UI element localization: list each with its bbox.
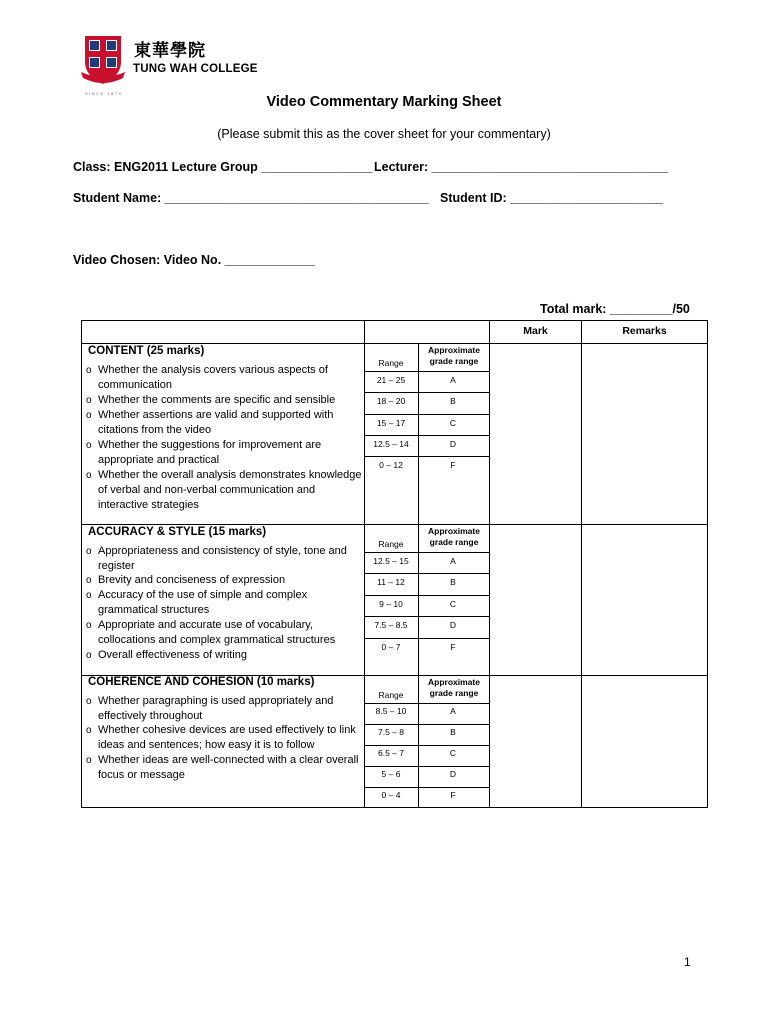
criterion-item: o Appropriate and accurate use of vocabulary, collocations and complex grammatical structures: [86, 619, 336, 646]
page-title: Video Commentary Marking Sheet: [266, 94, 502, 110]
range-cell: 15 – 17: [376, 418, 406, 428]
range-cell: 7.5 – 8.5: [374, 620, 408, 630]
grade-cell: A: [450, 706, 456, 716]
range-cell: 0 – 12: [379, 460, 403, 470]
college-name-chinese: 東華學院: [134, 41, 206, 61]
section-title-coherence-cohesion: COHERENCE AND COHESION (10 marks): [88, 676, 315, 688]
grade-cell: B: [450, 577, 456, 587]
range-cell: 0 – 4: [381, 790, 401, 800]
criterion-item: o Accuracy of the use of simple and complex grammatical structures: [86, 589, 308, 616]
grade-cell: D: [449, 439, 457, 449]
range-cell: 6.5 – 7: [378, 748, 404, 758]
criterion-item: o Whether assertions are valid and supported with citations from the video: [86, 409, 334, 436]
college-logo: [79, 34, 264, 96]
page-number: 1: [684, 955, 691, 969]
remarks-column-header: Remarks: [622, 325, 667, 337]
grade-range-header: Approximate grade range: [428, 677, 480, 698]
marking-table: [81, 320, 708, 808]
page-subtitle: (Please submit this as the cover sheet for your commentary): [217, 127, 551, 141]
total-mark-field[interactable]: Total mark: _________/50: [540, 302, 690, 316]
range-cell: 7.5 – 8: [378, 727, 404, 737]
criterion-item: o Overall effectiveness of writing: [86, 649, 247, 661]
criterion-item: o Appropriateness and consistency of style, tone and register: [86, 545, 347, 572]
student-id-field[interactable]: Student ID: ______________________: [440, 191, 664, 205]
grade-cell: C: [449, 748, 457, 758]
crest-icon: [79, 34, 127, 86]
criterion-item: o Whether the suggestions for improvement are appropriate and practical: [86, 439, 322, 466]
criterion-item: o Whether cohesive devices are used effectively to link ideas and sentences; how easy it is to follow: [86, 724, 356, 751]
grade-range-header: Approximate grade range: [428, 345, 480, 366]
range-cell: 21 – 25: [376, 375, 406, 385]
student-name-field[interactable]: Student Name: ______________________________________: [73, 191, 429, 205]
grade-cell: D: [449, 769, 457, 779]
range-cell: 12.5 – 15: [373, 556, 409, 566]
range-cell: 12.5 – 14: [373, 439, 409, 449]
college-since: SINCE 1870: [85, 91, 123, 96]
range-header: Range: [378, 539, 404, 549]
criterion-item: o Whether the analysis covers various aspects of communication: [86, 364, 328, 391]
grade-cell: B: [450, 396, 456, 406]
grade-cell: B: [450, 727, 456, 737]
range-header: Range: [378, 690, 404, 700]
class-field[interactable]: Class: ENG2011 Lecture Group ________________: [73, 160, 373, 174]
range-header: Range: [378, 358, 404, 368]
criterion-item: o Brevity and conciseness of expression: [86, 574, 286, 586]
grade-cell: F: [450, 790, 456, 800]
grade-cell: C: [449, 418, 457, 428]
range-cell: 8.5 – 10: [375, 706, 407, 716]
range-cell: 0 – 7: [381, 642, 401, 652]
grade-cell: F: [450, 460, 456, 470]
criterion-item: o Whether the comments are specific and sensible: [86, 394, 336, 406]
criterion-item: o Whether paragraphing is used appropriately and effectively throughout: [86, 695, 334, 722]
section-title-content: CONTENT (25 marks): [88, 345, 205, 357]
criterion-item: o Whether the overall analysis demonstrates knowledge of verbal and non-verbal communication and interactive strategies: [86, 469, 362, 511]
section-title-accuracy-style: ACCURACY & STYLE (15 marks): [88, 526, 267, 538]
grade-cell: C: [449, 599, 457, 609]
range-cell: 5 – 6: [381, 769, 401, 779]
grade-cell: D: [449, 620, 457, 630]
video-chosen-field[interactable]: Video Chosen: Video No. _____________: [73, 253, 316, 267]
lecturer-field[interactable]: Lecturer: __________________________________: [374, 160, 669, 174]
mark-column-header: Mark: [523, 325, 548, 337]
criterion-item: o Whether ideas are well-connected with a clear overall focus or message: [86, 754, 359, 781]
range-cell: 9 – 10: [379, 599, 403, 609]
grade-cell: A: [450, 556, 456, 566]
grade-range-header: Approximate grade range: [428, 526, 480, 547]
grade-cell: F: [450, 642, 456, 652]
grade-cell: A: [450, 375, 456, 385]
range-cell: 18 – 20: [376, 396, 406, 406]
college-name-english: TUNG WAH COLLEGE: [133, 63, 258, 75]
range-cell: 11 – 12: [377, 577, 405, 587]
